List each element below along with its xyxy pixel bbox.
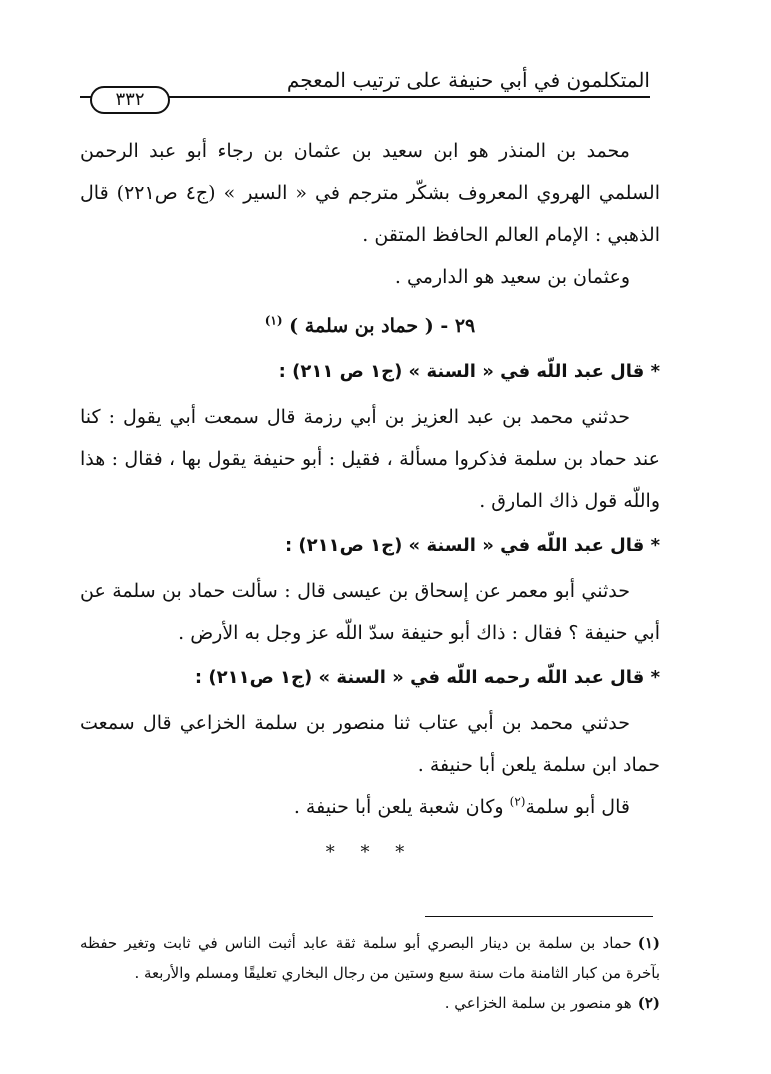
paragraph: حدثني محمد بن أبي عتاب ثنا منصور بن سلمة الخزاعي قال سمعت حماد ابن سلمة يلعن أبا حنيفة . — [80, 712, 660, 776]
page-number: ٣٣٢ — [90, 86, 170, 114]
paragraph-start: قال أبو سلمة — [525, 796, 630, 818]
paragraph: حدثني أبو معمر عن إسحاق بن عيسى قال : سألت حماد بن سلمة عن أبي حنيفة ؟ فقال : ذاك أبو حنيفة سدّ اللّه عز وجل به الأرض . — [80, 580, 660, 644]
section-divider-stars: * * * — [325, 842, 415, 863]
footnotes — [80, 928, 660, 1018]
paragraph: حدثني محمد بن عبد العزيز بن أبي رزمة قال سمعت أبي يقول : كنا عند حماد بن سلمة فذكروا مسألة ، فقيل : أبو حنيفة يقول بها ، فقال : هذا واللّه قول ذاك المارق . — [80, 406, 660, 512]
entry-title — [80, 304, 660, 348]
footnote-text: هو منصور بن سلمة الخزاعي . — [444, 994, 632, 1012]
paragraph: محمد بن المنذر هو ابن سعيد بن عثمان بن رجاء أبو عبد الرحمن السلمي الهروي المعروف بشكّر مترجم في « السير » (ج٤ ص٢٢١) قال الذهبي : الإمام العالم الحافظ المتقن . — [80, 140, 660, 246]
paragraph-end: وكان شعبة يلعن أبا حنيفة . — [293, 796, 510, 818]
page-header — [80, 60, 650, 110]
paragraph: وعثمان بن سعيد هو الدارمي . — [394, 266, 630, 288]
running-title: المتكلمون في أبي حنيفة على ترتيب المعجم — [286, 68, 650, 92]
main-text — [80, 130, 660, 878]
footnote-ref: (١) — [264, 313, 283, 328]
section-heading: * قال عبد اللّه في « السنة » (ج١ ص ٢١١) : — [278, 361, 660, 382]
section-heading: * قال عبد اللّه رحمه اللّه في « السنة » (ج١ ص٢١١) : — [194, 667, 660, 688]
footnote-marker: (١) — [637, 934, 660, 952]
section-heading: * قال عبد اللّه في « السنة » (ج١ ص٢١١) : — [284, 535, 660, 556]
footnote-rule — [425, 916, 653, 917]
footnote — [80, 928, 660, 988]
entry-title-text: ٢٩ - ( حماد بن سلمة ) — [289, 315, 476, 337]
footnote-ref: (٢) — [509, 794, 526, 809]
footnote-marker: (٢) — [637, 994, 660, 1012]
footnote — [80, 988, 660, 1018]
paragraph — [80, 786, 660, 828]
footnote-text: حماد بن سلمة بن دينار البصري أبو سلمة ثقة عابد أثبت الناس في ثابت وتغير حفظه بآخرة من كبار الثامنة مات سنة سبع وستين من رجال البخاري تعليقًا ومسلم والأربعة . — [80, 934, 660, 982]
